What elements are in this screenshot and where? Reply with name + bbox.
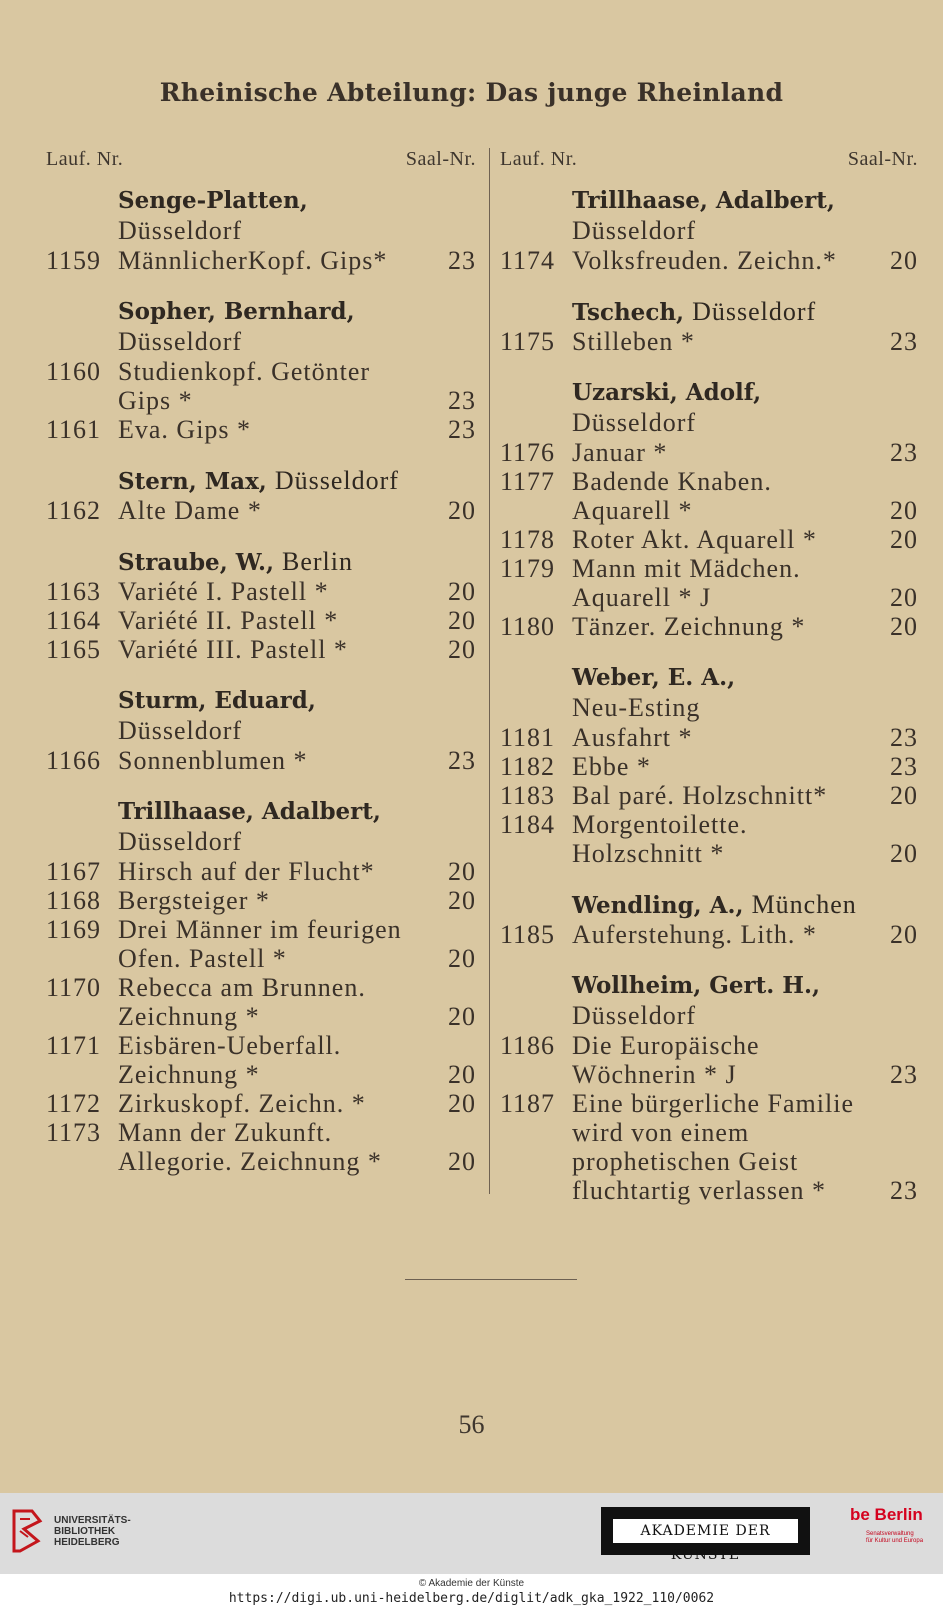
entry-title: Mann mit Mädchen. Aquarell * J (572, 554, 801, 612)
entry-room-number: 23 (448, 746, 476, 775)
catalog-entry (500, 554, 918, 612)
artist-name-text: Senge-Platten, (118, 187, 308, 214)
entry-number: 1185 (500, 920, 556, 949)
entry-title: Eva. Gips * (118, 415, 252, 444)
entry-room-number: 20 (448, 944, 476, 973)
page-url[interactable]: https://digi.ub.uni-heidelberg.de/diglit/adk_gka_1922_110/0062 (228, 1591, 715, 1606)
viewer-footer (0, 1493, 943, 1574)
entry-title: Zirkuskopf. Zeichn. * (118, 1089, 366, 1118)
artist-name-text: Sturm, Eduard, (118, 687, 316, 714)
entry-room-number: 20 (448, 577, 476, 606)
artist-name-text: Trillhaase, Adalbert, (118, 798, 381, 825)
entry-number: 1187 (500, 1089, 556, 1118)
artist-name-text: Uzarski, Adolf, (572, 379, 762, 406)
catalog-entry (500, 1031, 918, 1089)
catalog-entry (46, 1031, 476, 1089)
entry-title: Variété II. Pastell * (118, 606, 339, 635)
entry-title: Hirsch auf der Flucht* (118, 857, 375, 886)
entry-room-number: 23 (448, 415, 476, 444)
entry-room-number: 23 (890, 1060, 918, 1089)
catalog-entry (46, 357, 476, 415)
entry-title: Studienkopf. Getönter Gips * (118, 357, 371, 415)
entry-title: Bal paré. Holzschnitt* (572, 781, 828, 810)
header-lauf-nr: Lauf. Nr. (46, 148, 124, 170)
entry-room-number: 20 (448, 1002, 476, 1031)
catalog-entry (500, 467, 918, 525)
artist-name-text: Sopher, Bernhard, (118, 298, 355, 325)
entry-number: 1169 (46, 915, 102, 944)
entry-room-number: 20 (448, 1147, 476, 1176)
artist-name (500, 971, 918, 1001)
artist-name-text: Weber, E. A., (572, 664, 736, 691)
entry-number: 1176 (500, 438, 556, 467)
artist-group (500, 663, 918, 868)
entry-number: 1184 (500, 810, 556, 839)
entry-title: Volksfreuden. Zeichn.* (572, 246, 837, 275)
artist-group (46, 686, 476, 775)
artist-city: Düsseldorf (274, 466, 399, 495)
catalog-entry (500, 1089, 918, 1205)
entry-room-number: 23 (890, 752, 918, 781)
catalog-entry (500, 246, 918, 275)
entry-title: Auferstehung. Lith. * (572, 920, 817, 949)
entry-number: 1174 (500, 246, 556, 275)
artist-city: München (751, 890, 857, 919)
entry-title: Sonnenblumen * (118, 746, 308, 775)
entry-number: 1168 (46, 886, 102, 915)
catalog-entry (46, 915, 476, 973)
entry-room-number: 20 (890, 583, 918, 612)
catalog-entry (46, 1089, 476, 1118)
artist-group (500, 971, 918, 1205)
artist-name-text: Wendling, A., (572, 892, 744, 919)
entry-room-number: 20 (448, 1060, 476, 1089)
entry-room-number: 20 (890, 525, 918, 554)
artist-groups (500, 186, 918, 1205)
entry-title: MännlicherKopf. Gips* (118, 246, 388, 275)
catalog-entry (500, 327, 918, 356)
entry-room-number: 20 (890, 496, 918, 525)
catalog-entry (500, 752, 918, 781)
adk-logo-text: AKADEMIE DER KÜNSTE (613, 1519, 798, 1543)
entry-number: 1183 (500, 781, 556, 810)
artist-group (500, 186, 918, 275)
artist-city: Düsseldorf (572, 408, 697, 437)
berlin-wordmark: be Berlin (850, 1505, 923, 1524)
entry-number: 1186 (500, 1031, 556, 1060)
artist-group (46, 186, 476, 275)
berlin-senate-logo[interactable] (850, 1505, 930, 1555)
entry-room-number: 20 (448, 496, 476, 525)
catalog-entry (500, 438, 918, 467)
artist-group (500, 297, 918, 356)
column-header (46, 148, 476, 178)
catalog-entry (46, 606, 476, 635)
catalog-entry (46, 746, 476, 775)
entry-title: Variété III. Pastell * (118, 635, 348, 664)
entry-title: Eine bürgerliche Familie wird von einem prophetischen Geist fluchtartig verlassen * (572, 1089, 854, 1205)
page-title: Rheinische Abteilung: Das junge Rheinland (159, 78, 784, 107)
entry-number: 1159 (46, 246, 102, 275)
entry-room-number: 23 (448, 246, 476, 275)
entry-room-number: 23 (448, 386, 476, 415)
artist-name (500, 186, 918, 216)
artist-name-text: Stern, Max, (118, 468, 267, 495)
catalog-entry (46, 635, 476, 664)
catalog-entry (46, 577, 476, 606)
entry-number: 1165 (46, 635, 102, 664)
artist-name-text: Tschech, (572, 299, 685, 326)
entry-title: Alte Dame * (118, 496, 262, 525)
entry-room-number: 20 (448, 635, 476, 664)
header-saal-nr: Saal-Nr. (405, 148, 476, 170)
catalog-entry (46, 886, 476, 915)
artist-group (46, 797, 476, 1176)
entry-room-number: 23 (890, 723, 918, 752)
artist-group (500, 890, 918, 949)
header-saal-nr: Saal-Nr. (847, 148, 918, 170)
artist-group (500, 378, 918, 641)
artist-city: Düsseldorf (118, 827, 243, 856)
entry-room-number: 20 (890, 781, 918, 810)
entry-room-number: 20 (890, 920, 918, 949)
entry-title: Drei Männer im feurigen Ofen. Pastell * (118, 915, 402, 973)
berlin-sub-text: Senatsverwaltung für Kultur und Europa (866, 1531, 924, 1544)
entry-number: 1173 (46, 1118, 102, 1147)
artist-name (500, 378, 918, 408)
entry-number: 1171 (46, 1031, 102, 1060)
artist-city: Düsseldorf (118, 716, 243, 745)
catalog-entry (500, 723, 918, 752)
entry-room-number: 23 (890, 327, 918, 356)
entry-title: Roter Akt. Aquarell * (572, 525, 817, 554)
entry-title: Morgentoilette. Holzschnitt * (572, 810, 748, 868)
entry-title: Januar * (572, 438, 668, 467)
entry-number: 1167 (46, 857, 102, 886)
artist-name-text: Wollheim, Gert. H., (572, 972, 820, 999)
entry-room-number: 20 (890, 612, 918, 641)
artist-name (46, 297, 476, 327)
artist-city: Düsseldorf (118, 327, 243, 356)
artist-name (500, 663, 918, 693)
artist-name-text: Straube, W., (118, 549, 274, 576)
catalog-entry (46, 246, 476, 275)
entry-number: 1164 (46, 606, 102, 635)
entry-number: 1160 (46, 357, 102, 386)
entry-room-number: 20 (448, 857, 476, 886)
artist-city: Düsseldorf (572, 1001, 697, 1030)
left-column (46, 148, 476, 1198)
entry-title: Ebbe * (572, 752, 651, 781)
artist-name (46, 797, 476, 827)
entry-room-number: 23 (890, 438, 918, 467)
artist-name (500, 297, 918, 327)
catalog-entry (46, 857, 476, 886)
catalog-entry (500, 781, 918, 810)
header-lauf-nr: Lauf. Nr. (500, 148, 578, 170)
artist-group (46, 466, 476, 525)
right-column (500, 148, 918, 1227)
entry-number: 1161 (46, 415, 102, 444)
catalog-entry (500, 612, 918, 641)
entry-title: Die Europäische Wöchnerin * J (572, 1031, 760, 1089)
column-header (500, 148, 918, 178)
entry-title: Mann der Zukunft. Allegorie. Zeichnung * (118, 1118, 382, 1176)
entry-room-number: 20 (890, 839, 918, 868)
artist-city: Neu-Esting (572, 693, 701, 722)
ub-heidelberg-logo[interactable] (10, 1505, 145, 1561)
artist-name (46, 686, 476, 716)
entry-title: Bergsteiger * (118, 886, 270, 915)
entry-number: 1170 (46, 973, 102, 1002)
entry-number: 1163 (46, 577, 102, 606)
artist-group (46, 297, 476, 444)
catalog-entry (46, 496, 476, 525)
artist-name-text: Trillhaase, Adalbert, (572, 187, 835, 214)
entry-title: Rebecca am Brunnen. Zeichnung * (118, 973, 366, 1031)
entry-number: 1175 (500, 327, 556, 356)
catalog-entry (500, 920, 918, 949)
entry-number: 1180 (500, 612, 556, 641)
horizontal-rule (405, 1279, 577, 1280)
entry-title: Stilleben * (572, 327, 695, 356)
catalog-entry (500, 810, 918, 868)
artist-city: Düsseldorf (692, 297, 817, 326)
entry-room-number: 20 (448, 1089, 476, 1118)
entry-number: 1182 (500, 752, 556, 781)
entry-title: Eisbären-Ueberfall. Zeichnung * (118, 1031, 342, 1089)
artist-name (46, 547, 476, 577)
entry-title: Badende Knaben. Aquarell * (572, 467, 772, 525)
artist-city: Düsseldorf (572, 216, 697, 245)
entry-number: 1181 (500, 723, 556, 752)
artist-name (46, 466, 476, 496)
column-divider (489, 148, 490, 1194)
entry-number: 1179 (500, 554, 556, 583)
catalog-entry (46, 415, 476, 444)
ub-logo-icon (10, 1507, 44, 1555)
entry-title: Tänzer. Zeichnung * (572, 612, 806, 641)
entry-title: Variété I. Pastell * (118, 577, 329, 606)
page-number: 56 (458, 1410, 485, 1439)
catalog-entry (46, 1118, 476, 1176)
ub-logo-text: UNIVERSITÄTS- BIBLIOTHEK HEIDELBERG (54, 1515, 131, 1548)
artist-city: Berlin (281, 547, 353, 576)
artist-name (500, 890, 918, 920)
catalog-entry (500, 525, 918, 554)
entry-number: 1166 (46, 746, 102, 775)
entry-number: 1172 (46, 1089, 102, 1118)
artist-groups (46, 186, 476, 1176)
entry-room-number: 20 (890, 246, 918, 275)
entry-room-number: 23 (890, 1176, 918, 1205)
entry-room-number: 20 (448, 886, 476, 915)
entry-number: 1177 (500, 467, 556, 496)
akademie-der-kuenste-logo[interactable] (601, 1507, 810, 1563)
entry-number: 1162 (46, 496, 102, 525)
artist-group (46, 547, 476, 664)
copyright-notice: © Akademie der Künste (418, 1578, 525, 1589)
entry-title: Ausfahrt * (572, 723, 693, 752)
catalog-entry (46, 973, 476, 1031)
entry-room-number: 20 (448, 606, 476, 635)
artist-city: Düsseldorf (118, 216, 243, 245)
entry-number: 1178 (500, 525, 556, 554)
artist-name (46, 186, 476, 216)
